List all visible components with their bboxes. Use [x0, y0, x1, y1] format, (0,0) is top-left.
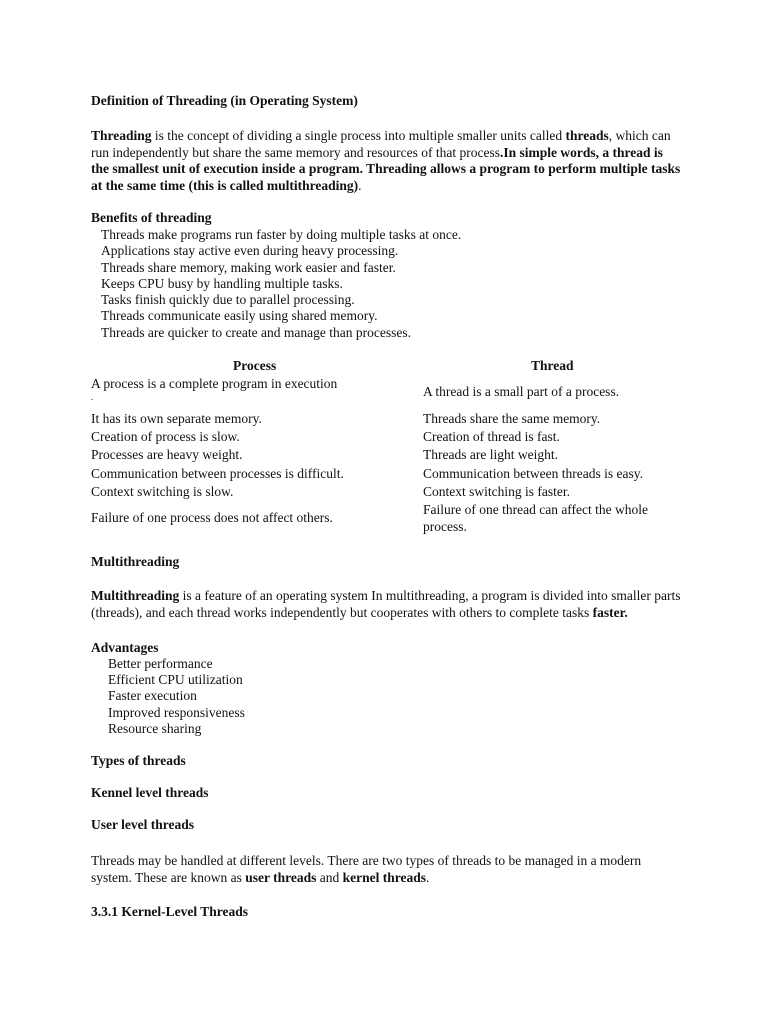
- process-cell: Processes are heavy weight.: [91, 447, 243, 462]
- list-item: Resource sharing: [108, 721, 202, 736]
- levels-paragraph: [91, 853, 681, 886]
- thread-cell: Context switching is faster.: [423, 484, 570, 499]
- process-cell-continuation: .: [91, 392, 94, 402]
- levels-kernel-threads: kernel threads: [342, 869, 426, 885]
- user-heading: User level threads: [91, 817, 194, 832]
- multithreading-term: Multithreading: [91, 588, 180, 603]
- list-item: Threads share memory, making work easier and faster.: [101, 260, 396, 275]
- thread-cell: Creation of thread is fast.: [423, 429, 560, 444]
- list-item: Keeps CPU busy by handling multiple tasks.: [101, 276, 343, 291]
- intro-bold-sentence: .In simple words, a thread is the smallest unit of execution inside a program. Threading allows a program to perform multiple tasks at the same time (this is called multithreading): [91, 144, 681, 193]
- section-heading: 3.3.1 Kernel-Level Threads: [91, 904, 248, 919]
- benefits-heading: Benefits of threading: [91, 210, 212, 225]
- advantages-heading: Advantages: [91, 640, 159, 655]
- thread-cell: Threads share the same memory.: [423, 411, 601, 426]
- types-heading: Types of threads: [91, 753, 186, 768]
- intro-paragraph: [91, 128, 681, 194]
- levels-end: .: [425, 869, 430, 885]
- multithreading-faster: faster.: [592, 604, 628, 620]
- process-cell: Creation of process is slow.: [91, 429, 240, 444]
- levels-text: Threads may be handled at different levels. There are two types of threads to be managed in a modern system. These are known as: [91, 853, 642, 885]
- intro-end: .: [358, 177, 362, 193]
- list-item: Threads make programs run faster by doing multiple tasks at once.: [101, 227, 462, 242]
- levels-user-threads: user threads: [245, 869, 317, 885]
- process-cell: Communication between processes is difficult.: [91, 466, 344, 481]
- process-cell: Failure of one process does not affect others.: [91, 510, 333, 525]
- multithreading-paragraph: [91, 588, 681, 621]
- list-item: Faster execution: [108, 688, 197, 703]
- kennel-heading: Kennel level threads: [91, 785, 209, 800]
- process-cell: Context switching is slow.: [91, 484, 234, 499]
- thread-column-header: Thread: [531, 358, 574, 373]
- intro-text-1: is the concept of dividing a single process into multiple smaller units called: [151, 128, 566, 143]
- thread-cell: Communication between threads is easy.: [423, 466, 643, 481]
- intro-term: Threading: [91, 128, 152, 143]
- list-item: Threads communicate easily using shared memory.: [101, 308, 378, 323]
- list-item: Tasks finish quickly due to parallel processing.: [101, 292, 355, 307]
- list-item: Better performance: [108, 656, 213, 671]
- list-item: Applications stay active even during heavy processing.: [101, 243, 399, 258]
- levels-and: and: [316, 869, 343, 885]
- process-cell: It has its own separate memory.: [91, 411, 262, 426]
- document-title: Definition of Threading (in Operating System): [91, 93, 358, 108]
- process-column-header: Process: [233, 358, 277, 373]
- list-item: Improved responsiveness: [108, 705, 245, 720]
- multithreading-heading: Multithreading: [91, 554, 180, 569]
- list-item: Efficient CPU utilization: [108, 672, 243, 687]
- list-item: Threads are quicker to create and manage than processes.: [101, 325, 411, 340]
- intro-text-2: , which can run independently but share the same memory and resources of that process: [91, 128, 671, 160]
- thread-cell: Failure of one thread can affect the whole process.: [423, 502, 649, 534]
- multithreading-text: is a feature of an operating system In multithreading, a program is divided into smaller parts (threads), and each thread works independently but cooperates with others to complete tasks: [91, 588, 681, 620]
- process-cell: A process is a complete program in execution: [91, 376, 338, 391]
- intro-threads-term: threads: [565, 128, 609, 143]
- thread-cell: Threads are light weight.: [423, 447, 558, 462]
- thread-cell: A thread is a small part of a process.: [423, 384, 620, 399]
